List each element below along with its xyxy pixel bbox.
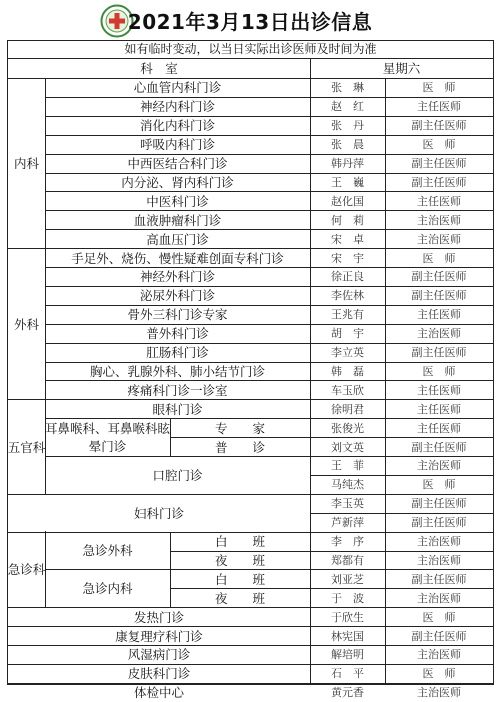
doctor-title: 医 师 [422,364,456,378]
doctor-name: 胡 宇 [331,327,364,341]
doctor-name: 于欣生 [331,610,364,624]
dept-name: 风湿病门诊 [127,647,191,663]
doctor-name: 张俊光 [331,421,364,435]
row-line [310,343,493,344]
row-line [170,551,310,552]
doctor-name: 李玉英 [331,497,364,511]
doctor-name: 王 巍 [331,175,364,189]
row-line [310,399,493,400]
dept-name: 消化内科门诊 [139,118,215,134]
row-line [45,267,310,268]
doctor-name: 赵化国 [331,194,364,208]
row-line [310,475,493,476]
doctor-title: 副主任医师 [411,516,467,530]
doctor-title: 副主任医师 [411,175,467,189]
doctor-name: 张 晨 [331,138,364,152]
dept-name: 皮肤科门诊 [127,666,191,682]
row-line [8,683,310,684]
doctor-name: 刘文英 [331,440,364,454]
doctor-name: 李佐林 [331,289,364,303]
row-line [45,324,310,325]
row-line [310,154,493,155]
row-line [45,191,310,192]
er-day-shift: 白 班 [214,571,265,587]
doctor-title: 副主任医师 [411,572,467,586]
doctor-name: 韩 磊 [331,364,364,378]
row-line [45,248,310,249]
doctor-name: 林宪国 [331,629,364,643]
row-line [310,135,493,136]
row-line [8,645,310,646]
row-line [45,380,310,381]
dept-name: 胸心、乳腺外科、肺小结节门诊 [89,363,265,379]
doctor-name: 何 莉 [331,213,364,227]
doctor-name: 王 菲 [331,459,364,473]
doctor-name: 马纯杰 [331,478,364,492]
dept-name: 泌尿外科门诊 [139,288,215,304]
doctor-title: 副主任医师 [411,289,467,303]
row-line [310,607,493,608]
doctor-title: 主任医师 [417,421,461,435]
row-line [45,305,310,306]
row-line [45,399,310,400]
dept-name: 肛肠科门诊 [146,345,209,361]
doctor-title: 副主任医师 [411,270,467,284]
row-line [310,229,493,230]
row-line [310,513,493,514]
dept-name: 疼痛科门诊一诊室 [127,382,228,398]
row-line [310,532,493,533]
dept-name: 普外科门诊 [146,326,209,342]
doctor-title: 主任医师 [417,100,461,114]
er-surgery: 急诊外科 [82,543,133,559]
doctor-name: 郑都有 [331,553,364,567]
doctor-title: 主任医师 [417,383,461,397]
doctor-title: 副主任医师 [411,157,467,171]
row-line [8,664,310,665]
doctor-title: 医 师 [422,667,456,681]
doctor-name: 张 丹 [331,119,364,133]
doctor-title: 主任医师 [417,194,461,208]
row-line [310,418,493,419]
doctor-title: 医 师 [422,81,456,95]
row-line [45,343,310,344]
doctor-title: 副主任医师 [411,497,467,511]
doctor-name: 黄元香 [331,686,364,700]
dept-name: 神经内科门诊 [139,99,215,115]
doctor-name: 于 波 [331,591,364,605]
dept-name: 康复理疗科门诊 [115,628,203,644]
doctor-name: 王兆有 [331,308,364,322]
row-line [45,362,310,363]
doctor-title: 主治医师 [417,459,461,473]
dept-name: 高血压门诊 [146,231,209,247]
row-line [310,683,493,684]
dept-name: 中西医结合科门诊 [127,156,228,172]
row-line [45,97,310,98]
row-line [45,173,310,174]
doctor-title: 主治医师 [417,213,461,227]
oral-dept: 口腔门诊 [152,467,203,483]
row-line [310,437,493,438]
er-night-shift: 夜 班 [214,552,265,568]
dept-name: 呼吸内科门诊 [139,137,215,153]
doctor-name: 刘亚芝 [331,572,364,586]
doctor-title: 副主任医师 [411,440,467,454]
doctor-title: 医 师 [422,610,456,624]
notice-text: 如有临时变动，以当日实际出诊医师及时间为准 [8,41,493,59]
ent-dept: 耳鼻喉科、耳鼻喉科眩晕门诊 [45,421,171,455]
doctor-title: 副主任医师 [411,119,467,133]
dept-name: 内分泌、肾内科门诊 [121,174,234,190]
row-line [45,229,310,230]
row-line [45,210,310,211]
doctor-title: 医 师 [422,478,456,492]
group-label-wuguanke: 五官科 [7,439,46,455]
doctor-name: 徐明君 [331,402,364,416]
group-label-neike: 内科 [13,156,39,172]
row-line [310,173,493,174]
doctor-name: 宋 卓 [331,232,364,246]
doctor-name: 宋 宇 [331,251,364,265]
doctor-name: 车玉欣 [331,383,364,397]
row-line [310,551,493,552]
dept-name: 血液肿瘤科门诊 [133,212,222,228]
row-line [310,324,493,325]
ent-general: 普 诊 [214,439,265,455]
dept-name: 心血管内科门诊 [133,80,222,96]
doctor-name: 解培明 [331,648,364,662]
doctor-name: 徐正良 [331,270,364,284]
row-line [310,248,493,249]
row-line [45,135,310,136]
row-line [310,362,493,363]
doctor-title: 副主任医师 [411,346,467,360]
row-line [310,645,493,646]
doctor-title: 主治医师 [417,232,461,246]
dept-name: 体检中心 [133,685,184,701]
row-line [310,305,493,306]
doctor-name: 芦新萍 [331,516,364,530]
doctor-name: 韩丹萍 [331,157,364,171]
doctor-title: 主治医师 [417,535,461,549]
doctor-title: 医 师 [422,138,456,152]
dept-name: 手足外、烧伤、慢性疑难创面专科门诊 [71,250,284,266]
group-label-jizhenke: 急诊科 [7,562,46,578]
row-line [310,380,493,381]
doctor-name: 李 序 [331,535,364,549]
doctor-title: 副主任医师 [411,629,467,643]
row-line [310,191,493,192]
dept-name: 中医科门诊 [146,193,209,209]
row-line [310,456,493,457]
doctor-title: 医 师 [422,251,456,265]
row-line [45,116,310,117]
row-line [310,267,493,268]
row-line [45,154,310,155]
doctor-title: 主治医师 [417,553,461,567]
row-line [310,97,493,98]
doctor-title: 主治医师 [417,591,461,605]
doctor-name: 赵 红 [331,100,364,114]
row-line [170,588,310,589]
row-line [310,569,493,570]
row-line [310,116,493,117]
dept-name: 眼科门诊 [152,401,203,417]
row-line [170,437,310,438]
row-line [45,286,310,287]
row-line [8,626,310,627]
header-saturday: 星期六 [382,61,421,76]
doctor-name: 石 平 [331,667,364,681]
doctor-name: 张 琳 [331,81,364,95]
group-label-waike: 外科 [13,316,39,332]
er-internal: 急诊内科 [82,581,133,597]
page-title: 2021年3月13日出诊信息 [127,10,373,34]
er-day-shift: 白 班 [214,534,265,550]
dept-name: 骨外三科门诊专家 [127,307,228,323]
ent-expert: 专 家 [214,420,265,436]
row-line [8,607,310,608]
doctor-title: 主治医师 [417,648,461,662]
dept-name: 发热门诊 [133,609,184,625]
doctor-name: 李立英 [331,346,364,360]
dept-name: 神经外科门诊 [139,269,215,285]
doctor-title: 主任医师 [417,308,461,322]
row-line [310,494,493,495]
doctor-title: 主任医师 [417,402,461,416]
row-line [310,626,493,627]
doctor-title: 主治医师 [417,327,461,341]
row-line [310,588,493,589]
row-line [310,210,493,211]
header-dept: 科 室 [140,61,178,76]
row-line [310,664,493,665]
er-night-shift: 夜 班 [214,590,265,606]
row-line [310,286,493,287]
gyn-dept: 妇科门诊 [133,505,184,521]
doctor-title: 主治医师 [417,686,461,700]
